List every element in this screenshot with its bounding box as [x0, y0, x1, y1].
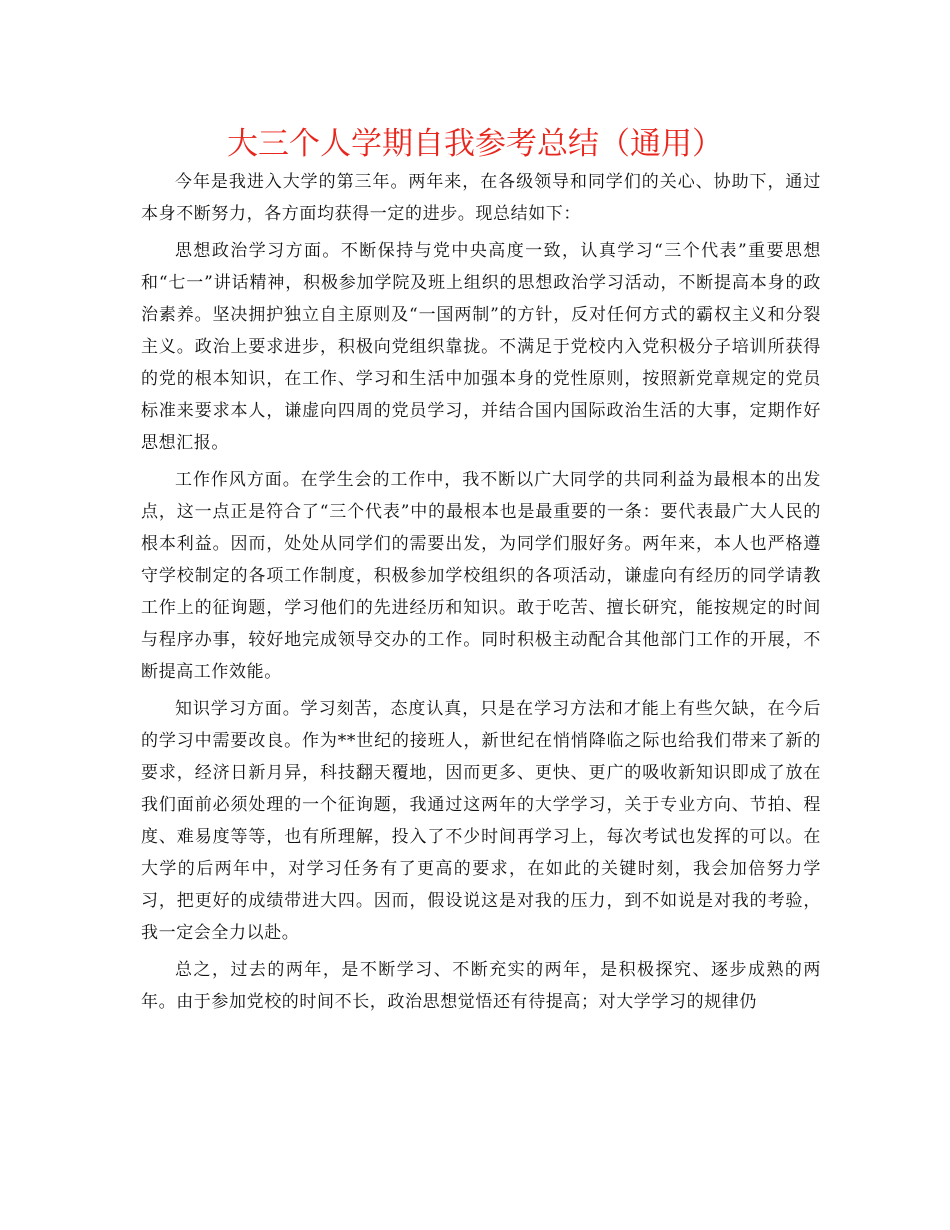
paragraph-political-study: 思想政治学习方面。不断保持与党中央高度一致，认真学习“三个代表”重要思想和“七一”讲话精神，积极参加学院及班上组织的思想政治学习活动，不断提高本身的政治素养。坚决拥护独立自主原则及“一国两制”的方针，反对任何方式的霸权主义和分裂主义。政治上要求进步，积极向党组织靠拢。不满足于党校内入党积极分子培训所获得的党的根本知识，在工作、学习和生活中加强本身的党性原则，按照新党章规定的党员标准来要求本人，谦虚向四周的党员学习，并结合国内国际政治生活的大事，定期作好思想汇报。: [141, 241, 821, 453]
paragraph-intro: 今年是我进入大学的第三年。两年来，在各级领导和同学们的关心、协助下，通过本身不断努力，各方面均获得一定的进步。现总结如下：: [141, 172, 821, 224]
document-body: [141, 166, 821, 1023]
paragraph-knowledge-study: 知识学习方面。学习刻苦，态度认真，只是在学习方法和才能上有些欠缺，在今后的学习中需要改良。作为**世纪的接班人，新世纪在悄悄降临之际也给我们带来了新的要求，经济日新月异，科技翻天覆地，因而更多、更快、更广的吸收新知识即成了放在我们面前必须处理的一个征询题，我通过这两年的大学学习，关于专业方向、节拍、程度、难易度等等，也有所理解，投入了不少时间再学习上，每次考试也发挥的可以。在大学的后两年中，对学习任务有了更高的要求，在如此的关键时刻，我会加倍努力学习，把更好的成绩带进大四。因而，假设说这是对我的压力，到不如说是对我的考验，我一定会全力以赴。: [141, 699, 821, 943]
paragraph-work-style: 工作作风方面。在学生会的工作中，我不断以广大同学的共同利益为最根本的出发点，这一点正是符合了“三个代表”中的最根本也是最重要的一条：要代表最广大人民的根本利益。因而，处处从同学们的需要出发，为同学们服好务。两年来，本人也严格遵守学校制定的各项工作制度，积极参加学校组织的各项活动，谦虚向有经历的同学请教工作上的征询题，学习他们的先进经历和知识。敢于吃苦、擅长研究，能按规定的时间与程序办事，较好地完成领导交办的工作。同时积极主动配合其他部门工作的开展，不断提高工作效能。: [141, 470, 821, 682]
paragraph-conclusion: 总之，过去的两年，是不断学习、不断充实的两年，是积极探究、逐步成熟的两年。由于参加党校的时间不长，政治思想觉悟还有待提高；对大学学习的规律仍: [141, 960, 821, 1012]
document-title: 大三个人学期自我参考总结（通用）: [227, 126, 723, 162]
